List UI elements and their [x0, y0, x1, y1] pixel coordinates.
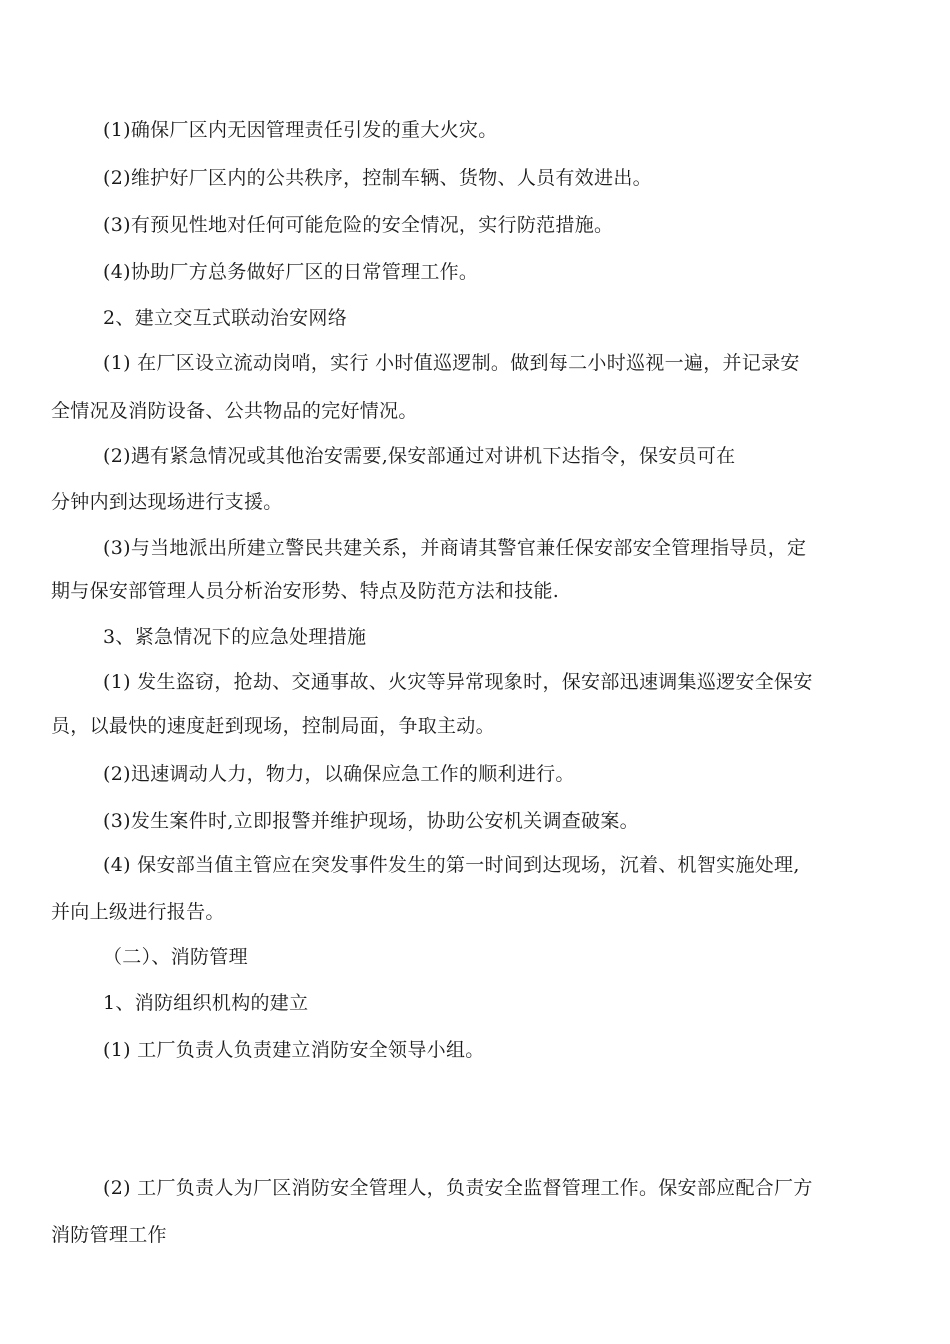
paragraph-line: (3)发生案件时,立即报警并维护现场，协助公安机关调查破案。 [103, 810, 639, 832]
paragraph-line: 期与保安部管理人员分析治安形势、特点及防范方法和技能. [51, 580, 560, 602]
section-heading: 1、消防组织机构的建立 [103, 992, 309, 1014]
paragraph-line: (1)确保厂区内无因管理责任引发的重大火灾。 [103, 119, 498, 141]
section-heading: 2、建立交互式联动治安网络 [103, 307, 347, 329]
paragraph-line: (3)有预见性地对任何可能危险的安全情况，实行防范措施。 [103, 214, 614, 236]
paragraph-line: (3)与当地派出所建立警民共建关系，并商请其警官兼任保安部安全管理指导员，定 [103, 537, 807, 559]
paragraph-line: (1) 在厂区设立流动岗哨，实行 小时值巡逻制。做到每二小时巡视一遍，并记录安 [103, 352, 800, 374]
paragraph-line: 分钟内到达现场进行支援。 [51, 491, 283, 513]
paragraph-line: 消防管理工作 [51, 1224, 167, 1246]
paragraph-line: (4)协助厂方总务做好厂区的日常管理工作。 [103, 261, 479, 283]
paragraph-line: 并向上级进行报告。 [51, 901, 225, 923]
paragraph-line: 全情况及消防设备、公共物品的完好情况。 [51, 400, 418, 422]
section-heading: 3、紧急情况下的应急处理措施 [103, 626, 367, 648]
paragraph-line: 员，以最快的速度赶到现场，控制局面，争取主动。 [51, 715, 495, 737]
paragraph-line: (2)维护好厂区内的公共秩序，控制车辆、货物、人员有效进出。 [103, 167, 652, 189]
paragraph-line: (1) 工厂负责人负责建立消防安全领导小组。 [103, 1039, 485, 1061]
paragraph-line: (2)遇有紧急情况或其他治安需要,保安部通过对讲机下达指令，保安员可在 [103, 445, 736, 467]
paragraph-line: (2)迅速调动人力，物力，以确保应急工作的顺利进行。 [103, 763, 575, 785]
paragraph-line: (4) 保安部当值主管应在突发事件发生的第一时间到达现场，沉着、机智实施处理, [103, 854, 800, 876]
section-heading: （二）、消防管理 [103, 946, 248, 968]
paragraph-line: (1) 发生盗窃，抢劫、交通事故、火灾等异常现象时，保安部迅速调集巡逻安全保安 [103, 671, 813, 693]
paragraph-line: (2) 工厂负责人为厂区消防安全管理人，负责安全监督管理工作。保安部应配合厂方 [103, 1177, 813, 1199]
